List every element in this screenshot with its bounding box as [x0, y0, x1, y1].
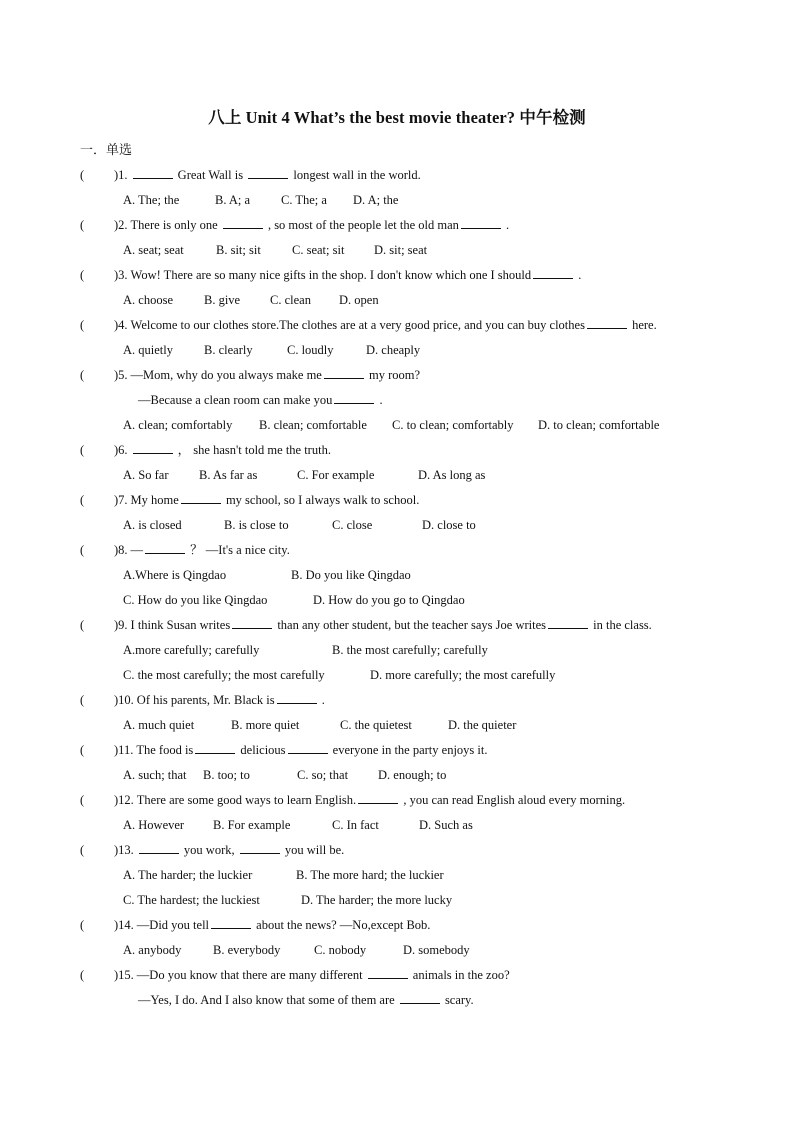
question-item [80, 315, 720, 365]
question-item [80, 440, 720, 490]
answer-option[interactable]: D. the quieter [448, 718, 517, 732]
question-item [80, 265, 720, 315]
answer-option[interactable]: A. However [123, 818, 185, 832]
question-stem [131, 165, 421, 190]
question-line [80, 540, 720, 565]
answer-blank[interactable] [139, 841, 179, 854]
stem-text: Great Wall is [174, 168, 247, 182]
question-item [80, 965, 720, 1015]
answer-paren-close: ) [114, 918, 119, 932]
answer-option[interactable]: B. everybody [213, 943, 281, 957]
answer-option[interactable]: A. choose [123, 293, 173, 307]
stem-text: here. [628, 318, 657, 332]
options-row [80, 415, 720, 440]
answer-option[interactable]: B. Do you like Qingdao [291, 568, 411, 582]
answer-paren-space[interactable] [94, 840, 114, 865]
question-line [80, 615, 720, 640]
answer-paren-close: ) [114, 443, 119, 457]
answer-blank[interactable] [548, 616, 588, 629]
stem-text: — [130, 543, 144, 557]
answer-paren-close: ) [114, 268, 119, 282]
stem-text: you will be. [281, 843, 345, 857]
question-stem [137, 790, 625, 815]
answer-paren-close: ) [114, 168, 119, 182]
question-line [80, 740, 720, 765]
question-continuation [80, 390, 720, 415]
answer-option[interactable]: B. is close to [224, 518, 289, 532]
question-stem [137, 965, 510, 990]
answer-paren-open: ( [80, 268, 85, 282]
options-row [80, 590, 720, 615]
options-row [80, 865, 720, 890]
answer-blank[interactable] [461, 216, 501, 229]
answer-blank[interactable] [277, 691, 317, 704]
answer-paren-close: ) [114, 743, 119, 757]
answer-option[interactable]: C. The; a [281, 193, 327, 207]
question-stem [131, 315, 657, 340]
answer-option[interactable]: C. For example [297, 468, 375, 482]
options-row [80, 340, 720, 365]
stem-text: than any other student, but the teacher says Joe writes [274, 618, 546, 632]
stem-text: scary. [441, 993, 474, 1007]
question-list [80, 165, 720, 1015]
stem-text: my room? [365, 368, 421, 382]
answer-option[interactable]: A. So far [123, 468, 169, 482]
question-number: 10. [118, 693, 134, 707]
question-stem [131, 265, 582, 290]
question-number: 3. [118, 268, 128, 282]
answer-option[interactable]: B. the most carefully; carefully [332, 643, 488, 657]
question-stem [131, 365, 420, 390]
stem-text: Welcome to our clothes store.The clothes are at a very good price, and you can buy clothes [130, 318, 585, 332]
question-line [80, 265, 720, 290]
answer-option[interactable]: B. For example [213, 818, 291, 832]
answer-option[interactable]: C. so; that [297, 768, 349, 782]
answer-paren-space[interactable] [94, 965, 114, 990]
answer-blank[interactable] [324, 366, 364, 379]
question-stem [137, 840, 344, 865]
stem-text: my school, so I always walk to school. [222, 493, 420, 507]
answer-option[interactable]: C. nobody [314, 943, 367, 957]
answer-option[interactable]: D. How do you go to Qingdao [313, 593, 465, 607]
page-title: 八上 Unit 4 What’s the best movie theater? 中午检测 [208, 108, 586, 127]
stem-text: everyone in the party enjoys it. [329, 743, 488, 757]
options-row [80, 565, 720, 590]
answer-paren-open: ( [80, 693, 85, 707]
question-item [80, 365, 720, 440]
answer-paren-close: ) [114, 368, 119, 382]
answer-paren-space[interactable] [94, 165, 114, 190]
section-heading: 一．单选 [80, 142, 133, 157]
question-number: 7. [118, 493, 128, 507]
stem-text: My home [130, 493, 179, 507]
answer-option[interactable]: C. to clean; comfortably [392, 418, 514, 432]
answer-paren-open: ( [80, 443, 85, 457]
stem-text: about the news? —No,except Bob. [253, 918, 431, 932]
stem-text: —Yes, I do. And I also know that some of them are [138, 993, 398, 1007]
answer-blank[interactable] [195, 741, 235, 754]
stem-text: , you can read English aloud every morning. [400, 793, 626, 807]
answer-paren-space[interactable] [94, 365, 114, 390]
answer-option[interactable]: D. enough; to [378, 768, 447, 782]
answer-paren-open: ( [80, 168, 85, 182]
answer-blank[interactable] [145, 541, 185, 554]
answer-paren-space[interactable] [94, 615, 114, 640]
answer-option[interactable]: A. much quiet [123, 718, 195, 732]
answer-option[interactable]: D. cheaply [366, 343, 421, 357]
stem-text: . [318, 693, 325, 707]
stem-text: . [575, 268, 582, 282]
answer-option[interactable]: C. loudly [287, 343, 334, 357]
answer-option[interactable]: B. give [204, 293, 241, 307]
answer-option[interactable]: D. As long as [418, 468, 486, 482]
stem-text: ？ —It's a nice city. [187, 543, 290, 557]
question-stem [137, 690, 325, 715]
question-line [80, 315, 720, 340]
question-number: 6. [118, 443, 128, 457]
answer-paren-space[interactable] [94, 915, 114, 940]
answer-option[interactable]: D. The harder; the more lucky [301, 893, 453, 907]
answer-option[interactable]: D. more carefully; the most carefully [370, 668, 556, 682]
answer-option[interactable]: A.Where is Qingdao [123, 568, 227, 582]
answer-option[interactable]: C. seat; sit [292, 243, 345, 257]
stem-text: you work, [180, 843, 238, 857]
answer-blank[interactable] [211, 916, 251, 929]
answer-paren-open: ( [80, 318, 85, 332]
answer-blank[interactable] [533, 266, 573, 279]
question-stem [137, 915, 431, 940]
question-stem [131, 540, 290, 565]
question-number: 1. [118, 168, 128, 182]
answer-option[interactable]: A. quietly [123, 343, 173, 357]
question-number: 12. [118, 793, 134, 807]
answer-option[interactable]: D. to clean; comfortable [538, 418, 660, 432]
stem-text: . [502, 218, 510, 232]
answer-paren-open: ( [80, 368, 85, 382]
answer-paren-open: ( [80, 618, 85, 632]
answer-option[interactable]: B. sit; sit [216, 243, 261, 257]
stem-text: Of his parents, Mr. Black is [136, 693, 275, 707]
answer-paren-space[interactable] [94, 215, 114, 240]
stem-text: —Did you tell [136, 918, 210, 932]
answer-paren-space[interactable] [94, 265, 114, 290]
answer-paren-open: ( [80, 218, 85, 232]
answer-paren-space[interactable] [94, 440, 114, 465]
options-row [80, 890, 720, 915]
answer-option[interactable]: C. clean [270, 293, 311, 307]
answer-option[interactable]: C. The hardest; the luckiest [123, 893, 260, 907]
answer-paren-close: ) [114, 843, 119, 857]
answer-option[interactable]: B. too; to [203, 768, 250, 782]
answer-blank[interactable] [232, 616, 272, 629]
answer-option[interactable]: D. sit; seat [374, 243, 428, 257]
answer-option[interactable]: B. A; a [215, 193, 251, 207]
question-stem [131, 490, 420, 515]
stem-text: delicious [237, 743, 286, 757]
question-item [80, 915, 720, 965]
answer-paren-close: ) [114, 693, 119, 707]
stem-text: ， she hasn't told me the truth. [174, 443, 331, 457]
answer-paren-open: ( [80, 493, 85, 507]
question-line [80, 915, 720, 940]
question-stem [131, 440, 331, 465]
answer-paren-space[interactable] [94, 690, 114, 715]
answer-blank[interactable] [248, 166, 288, 179]
answer-paren-space[interactable] [94, 740, 114, 765]
stem-text: in the class. [590, 618, 652, 632]
answer-blank[interactable] [223, 216, 263, 229]
answer-option[interactable]: A. anybody [123, 943, 182, 957]
question-line [80, 490, 720, 515]
question-number: 8. [118, 543, 128, 557]
stem-text: I think Susan writes [130, 618, 231, 632]
answer-paren-close: ) [114, 218, 119, 232]
answer-blank[interactable] [587, 316, 627, 329]
question-line [80, 165, 720, 190]
answer-paren-close: ) [114, 543, 119, 557]
answer-option[interactable]: C. In fact [332, 818, 379, 832]
stem-text: There are some good ways to learn English. [136, 793, 357, 807]
question-stem [131, 615, 652, 640]
answer-option[interactable]: B. clearly [204, 343, 253, 357]
answer-blank[interactable] [288, 741, 328, 754]
answer-paren-space[interactable] [94, 490, 114, 515]
question-line [80, 215, 720, 240]
stem-text: The food is [136, 743, 194, 757]
stem-text: . [376, 393, 383, 407]
answer-option[interactable]: B. more quiet [231, 718, 300, 732]
question-item [80, 615, 720, 690]
answer-paren-open: ( [80, 918, 85, 932]
options-row [80, 515, 720, 540]
answer-paren-open: ( [80, 743, 85, 757]
options-row [80, 665, 720, 690]
question-number: 5. [118, 368, 128, 382]
options-row [80, 640, 720, 665]
answer-option[interactable]: A. is closed [123, 518, 182, 532]
answer-option[interactable]: A. clean; comfortably [123, 418, 233, 432]
answer-paren-open: ( [80, 793, 85, 807]
answer-option[interactable]: C. close [332, 518, 373, 532]
question-item [80, 490, 720, 540]
stem-text: —Because a clean room can make you [138, 393, 333, 407]
options-row [80, 765, 720, 790]
answer-paren-close: ) [114, 618, 119, 632]
question-item [80, 790, 720, 840]
options-row [80, 190, 720, 215]
answer-option[interactable]: C. How do you like Qingdao [123, 593, 268, 607]
stem-text: —Mom, why do you always make me [130, 368, 322, 382]
answer-blank[interactable] [368, 966, 408, 979]
answer-option[interactable]: D. somebody [403, 943, 470, 957]
options-row [80, 465, 720, 490]
answer-blank[interactable] [400, 991, 440, 1004]
answer-paren-close: ) [114, 493, 119, 507]
answer-option[interactable]: C. the most carefully; the most carefully [123, 668, 325, 682]
stem-text: , so most of the people let the old man [264, 218, 459, 232]
question-number: 11. [118, 743, 134, 757]
answer-blank[interactable] [240, 841, 280, 854]
question-number: 13. [118, 843, 134, 857]
question-number: 4. [118, 318, 128, 332]
options-row [80, 290, 720, 315]
stem-text: longest wall in the world. [290, 168, 421, 182]
question-item [80, 840, 720, 915]
stem-text: Wow! There are so many nice gifts in the shop. I don't know which one I should [130, 268, 532, 282]
answer-option[interactable]: B. As far as [199, 468, 258, 482]
answer-option[interactable]: A. such; that [123, 768, 187, 782]
question-item [80, 540, 720, 615]
question-continuation [80, 990, 720, 1015]
answer-blank[interactable] [358, 791, 398, 804]
answer-paren-close: ) [114, 968, 119, 982]
question-line [80, 840, 720, 865]
question-line [80, 365, 720, 390]
answer-option[interactable]: D. close to [422, 518, 476, 532]
answer-paren-space[interactable] [94, 315, 114, 340]
answer-option[interactable]: D. A; the [353, 193, 399, 207]
question-item [80, 690, 720, 740]
stem-text: animals in the zoo? [409, 968, 510, 982]
answer-paren-open: ( [80, 843, 85, 857]
options-row [80, 240, 720, 265]
question-line [80, 440, 720, 465]
answer-option[interactable]: A.more carefully; carefully [123, 643, 260, 657]
question-line [80, 690, 720, 715]
answer-option[interactable]: D. open [339, 293, 379, 307]
question-number: 15. [118, 968, 134, 982]
options-row [80, 715, 720, 740]
answer-blank[interactable] [133, 441, 173, 454]
answer-paren-open: ( [80, 543, 85, 557]
answer-option[interactable]: B. clean; comfortable [259, 418, 367, 432]
answer-option[interactable]: A. seat; seat [123, 243, 184, 257]
answer-paren-space[interactable] [94, 790, 114, 815]
question-item [80, 215, 720, 265]
question-number: 9. [118, 618, 128, 632]
answer-blank[interactable] [181, 491, 221, 504]
question-stem [131, 215, 510, 240]
answer-blank[interactable] [133, 166, 173, 179]
answer-option[interactable]: D. Such as [419, 818, 473, 832]
answer-option[interactable]: A. The harder; the luckier [123, 868, 253, 882]
answer-blank[interactable] [334, 391, 374, 404]
options-row [80, 940, 720, 965]
question-number: 2. [118, 218, 128, 232]
question-number: 14. [118, 918, 134, 932]
answer-option[interactable]: A. The; the [123, 193, 180, 207]
question-stem [136, 740, 487, 765]
stem-text: There is only one [130, 218, 221, 232]
answer-option[interactable]: B. The more hard; the luckier [296, 868, 444, 882]
answer-option[interactable]: C. the quietest [340, 718, 412, 732]
question-line [80, 790, 720, 815]
stem-text: —Do you know that there are many different [136, 968, 366, 982]
answer-paren-open: ( [80, 968, 85, 982]
question-item [80, 165, 720, 215]
question-item [80, 740, 720, 790]
answer-paren-close: ) [114, 793, 119, 807]
answer-paren-close: ) [114, 318, 119, 332]
options-row [80, 815, 720, 840]
question-line [80, 965, 720, 990]
answer-paren-space[interactable] [94, 540, 114, 565]
